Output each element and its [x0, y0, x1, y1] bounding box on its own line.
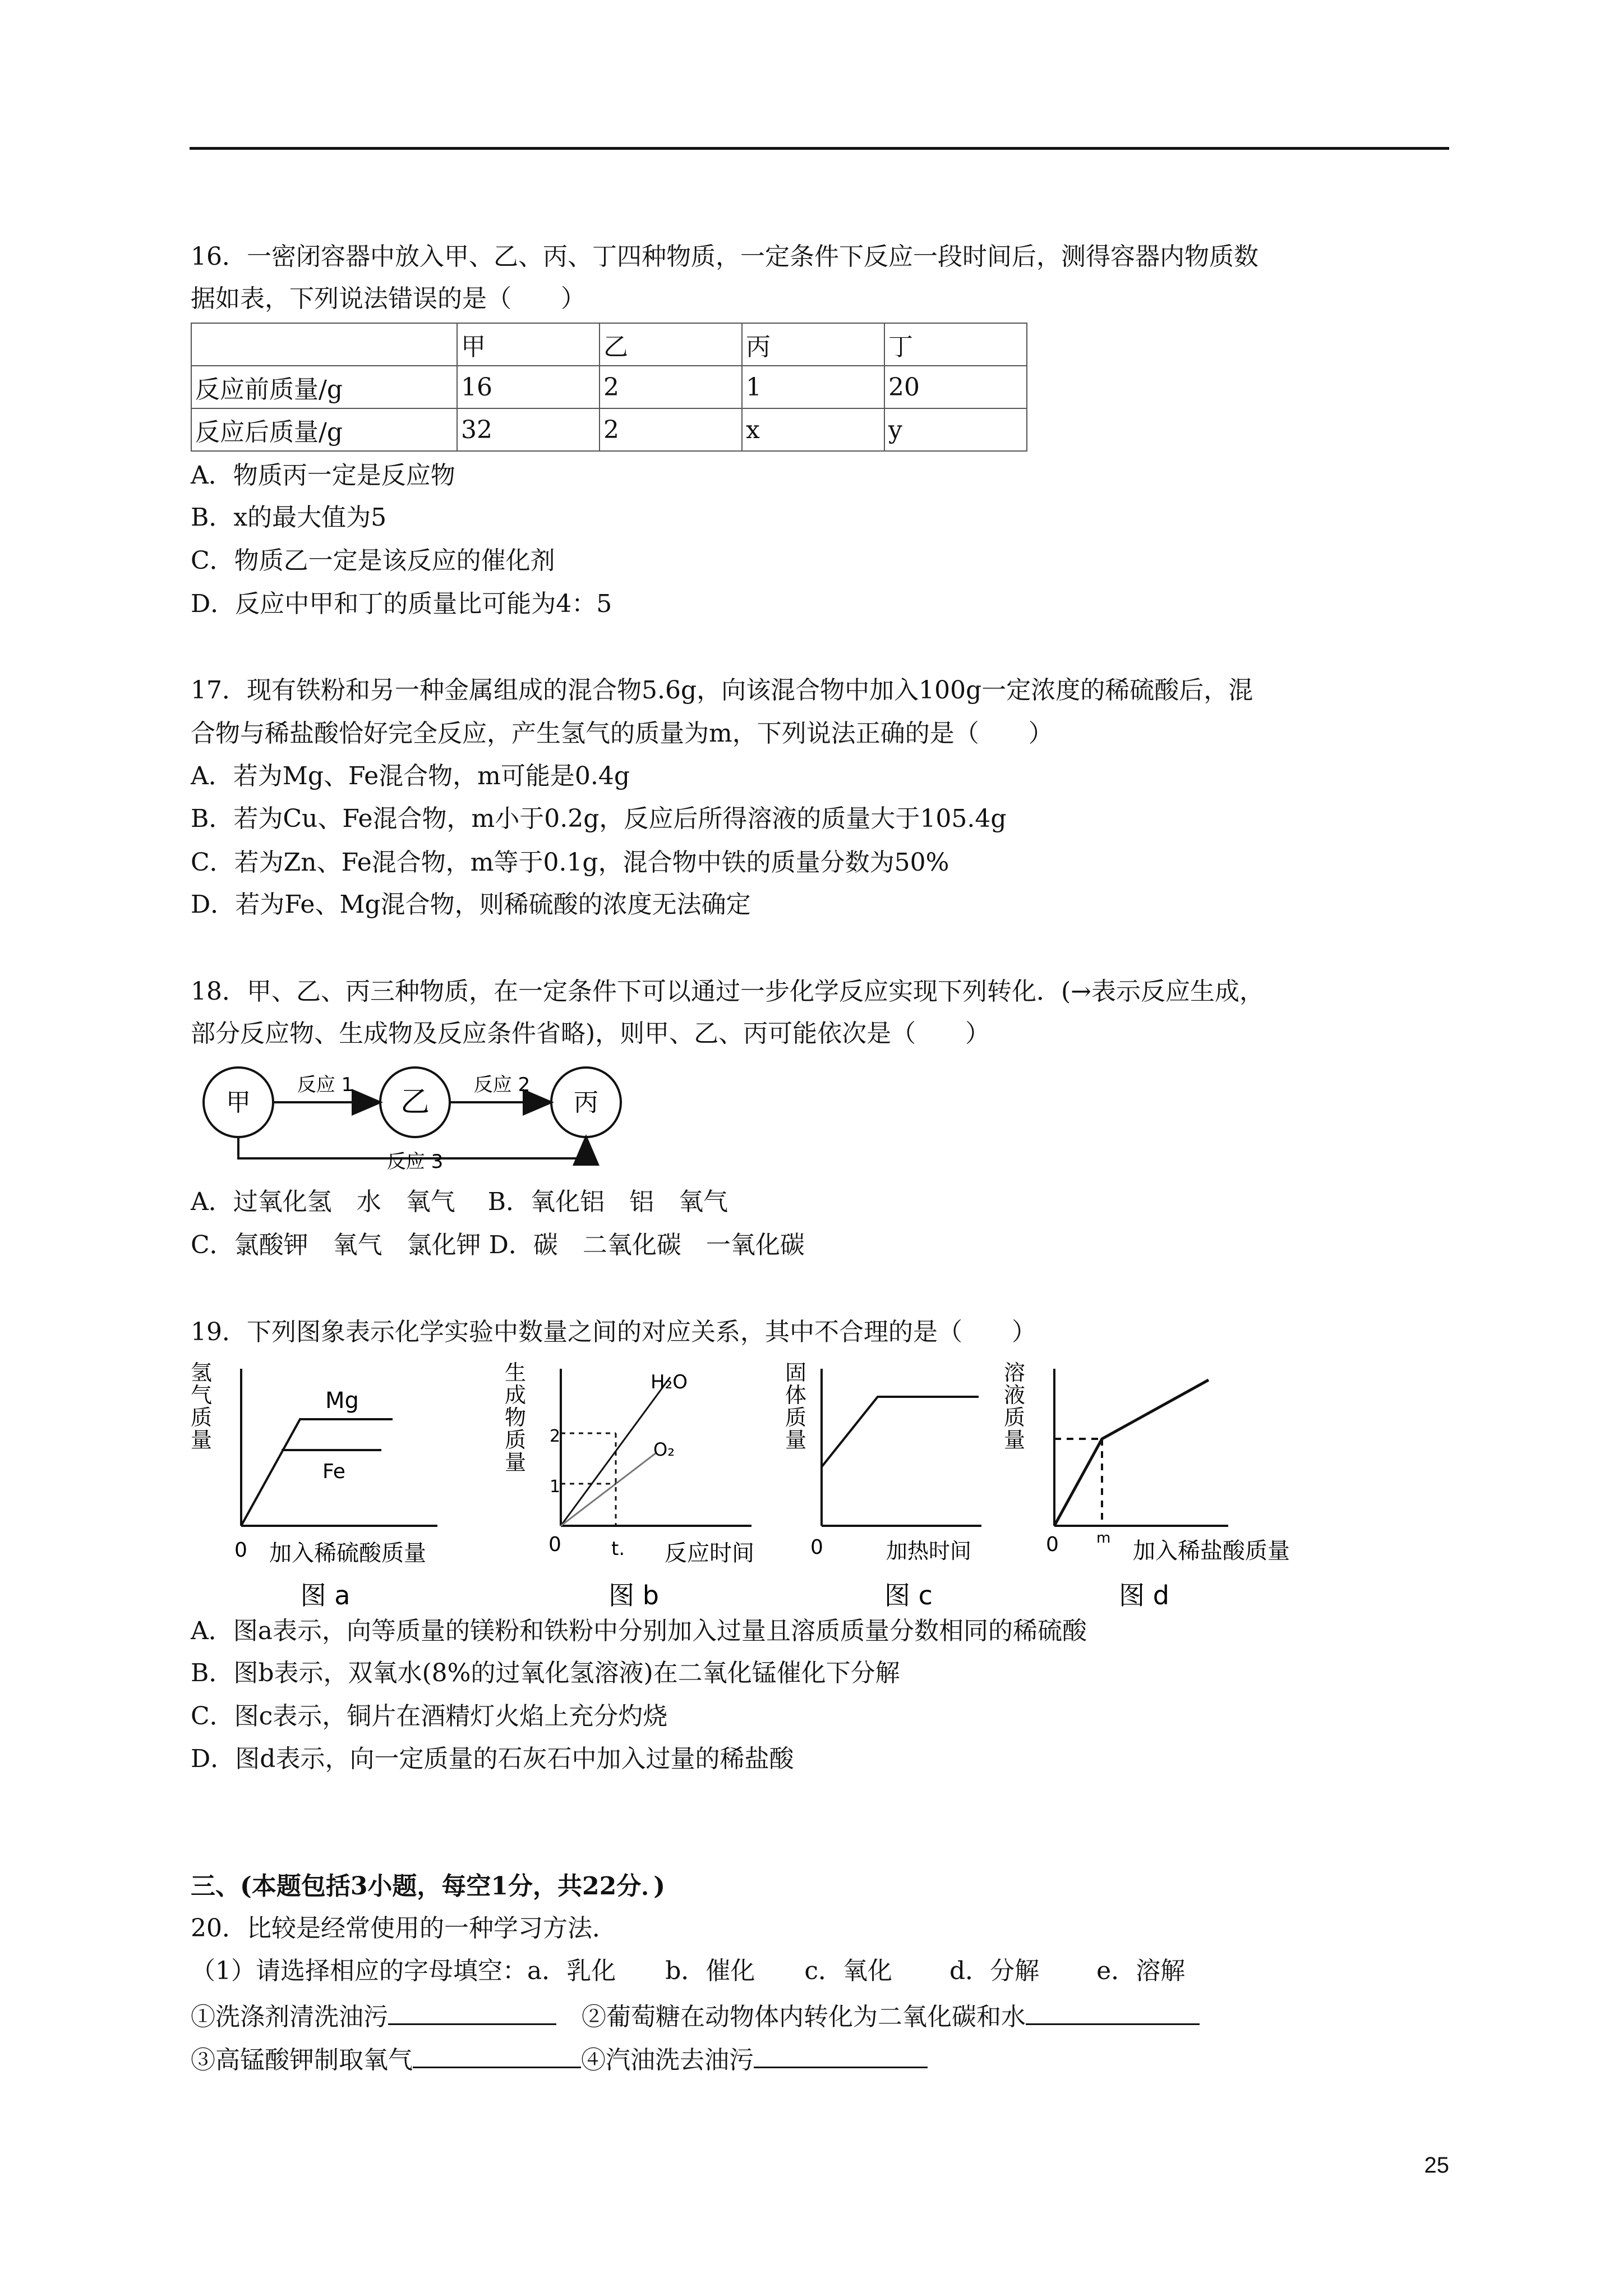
- node-c-label: 丙: [574, 1088, 598, 1117]
- q17-stem-line-2: 合物与稀盐酸恰好完全反应，产生氢气的质量为m，下列说法正确的是（ ）: [191, 719, 1053, 748]
- q16-option-c: C．物质乙一定是该反应的催化剂: [191, 546, 555, 575]
- graph-c-ylabel: 固体质量: [785, 1360, 807, 1452]
- table-cell: 32: [457, 408, 600, 451]
- q19-option-a: A．图a表示，向等质量的镁粉和铁粉中分别加入过量且溶质质量分数相同的稀硫酸: [191, 1617, 1087, 1645]
- origin-label: 0: [1046, 1533, 1059, 1556]
- q16-data-table: [191, 323, 1027, 452]
- graph-c-caption: 图 c: [884, 1580, 933, 1611]
- series-line: [822, 1397, 979, 1467]
- page-number: 25: [1424, 2153, 1449, 2178]
- table-cell: 反应后质量/g: [191, 408, 457, 451]
- graph-d-ylabel: 溶液质量: [1004, 1360, 1026, 1452]
- tick-y1-label: 1: [550, 1477, 561, 1497]
- table-cell: 乙: [600, 323, 742, 366]
- table-cell: 丁: [884, 323, 1027, 366]
- tick-x-label: t.: [611, 1538, 625, 1560]
- table-cell: 丙: [742, 323, 884, 366]
- q17-option-d: D．若为Fe、Mg混合物，则稀硫酸的浓度无法确定: [191, 890, 751, 919]
- series-fe-label: Fe: [322, 1460, 345, 1483]
- q18-conversion-diagram: [191, 1060, 639, 1172]
- series-mg-line: [241, 1419, 393, 1526]
- table-header-row: [191, 323, 1027, 366]
- answer-blank-1[interactable]: [388, 1999, 556, 2025]
- tick-x-label: m: [1096, 1530, 1111, 1547]
- answer-blank-4[interactable]: [754, 2042, 928, 2068]
- graph-b: [505, 1358, 796, 1621]
- table-row: [191, 366, 1027, 408]
- table-cell: x: [742, 408, 884, 451]
- series-mg-label: Mg: [325, 1388, 359, 1414]
- q20-blank-row-1: [191, 1999, 1200, 2033]
- q17-option-c: C．若为Zn、Fe混合物，m等于0.1g，混合物中铁的质量分数为50%: [191, 848, 949, 877]
- table-cell: 20: [884, 366, 1027, 408]
- graph-a-xlabel: 加入稀硫酸质量: [269, 1540, 426, 1566]
- answer-blank-3[interactable]: [413, 2042, 581, 2068]
- q19-option-d: D．图d表示，向一定质量的石灰石中加入过量的稀盐酸: [191, 1745, 794, 1773]
- table-cell: 2: [600, 366, 742, 408]
- q18-options-row-1: A．过氧化氢 水 氧气 B．氧化铝 铝 氧气: [191, 1188, 728, 1216]
- graph-d-caption: 图 d: [1119, 1580, 1169, 1611]
- blank-1-label: ①洗涤剂清洗油污: [191, 2003, 388, 2031]
- table-cell: 1: [742, 366, 884, 408]
- graph-b-caption: 图 b: [608, 1580, 659, 1611]
- q20-sub-1: （1）请选择相应的字母填空：a．乳化 b．催化 c．氧化 d．分解 e．溶解: [191, 1957, 1186, 1985]
- q18-stem-line-2: 部分反应物、生成物及反应条件省略)，则甲、乙、丙可能依次是（ ）: [191, 1019, 990, 1048]
- blank-3-label: ③高锰酸钾制取氧气: [191, 2046, 413, 2074]
- graph-a-caption: 图 a: [300, 1580, 351, 1611]
- origin-label: 0: [234, 1539, 247, 1562]
- q17-option-a: A．若为Mg、Fe混合物，m可能是0.4g: [191, 762, 630, 790]
- q16-stem-line-2: 据如表，下列说法错误的是（ ）: [191, 284, 585, 313]
- graph-b-xlabel: 反应时间: [665, 1540, 754, 1566]
- node-b-label: 乙: [400, 1085, 430, 1119]
- table-cell: [191, 323, 457, 366]
- arrow-1-label: 反应 1: [297, 1074, 354, 1096]
- table-row: [191, 408, 1027, 451]
- graph-b-ylabel: 生成物质量: [505, 1360, 527, 1475]
- q19-option-b: B．图b表示，双氧水(8%的过氧化氢溶液)在二氧化锰催化下分解: [191, 1659, 900, 1687]
- table-cell: 2: [600, 408, 742, 451]
- q16-option-a: A．物质丙一定是反应物: [191, 461, 455, 490]
- table-cell: y: [884, 408, 1027, 451]
- graph-c-xlabel: 加热时间: [886, 1539, 972, 1563]
- q18-options-row-2: C．氯酸钾 氧气 氯化钾 D．碳 二氧化碳 一氧化碳: [191, 1231, 805, 1259]
- graph-a: [191, 1358, 471, 1621]
- graph-d: [1004, 1358, 1340, 1621]
- blank-4-label: ④汽油洗去油污: [581, 2046, 754, 2074]
- graph-c: [785, 1358, 1021, 1621]
- q18-stem-line-1: 18．甲、乙、丙三种物质，在一定条件下可以通过一步化学反应实现下列转化．(→表示反应生成，: [191, 977, 1265, 1006]
- series-h2o-label: H₂O: [651, 1371, 688, 1393]
- header-rule: [190, 147, 1449, 150]
- arrow-2-label: 反应 2: [473, 1074, 531, 1096]
- q16-option-d: D．反应中甲和丁的质量比可能为4：5: [191, 590, 612, 618]
- q17-stem-line-1: 17．现有铁粉和另一种金属组成的混合物5.6g，向该混合物中加入100g一定浓度的稀硫酸后，混: [191, 676, 1253, 705]
- answer-blank-2[interactable]: [1026, 1999, 1200, 2025]
- series-o2-line: [561, 1453, 656, 1526]
- q19-option-c: C．图c表示，铜片在酒精灯火焰上充分灼烧: [191, 1702, 668, 1731]
- q20-stem: 20．比较是经常使用的一种学习方法．: [191, 1914, 617, 1943]
- table-cell: 甲: [457, 323, 600, 366]
- origin-label: 0: [810, 1536, 823, 1559]
- q16-stem-line-1: 16．一密闭容器中放入甲、乙、丙、丁四种物质，一定条件下反应一段时间后，测得容器内物质数: [191, 242, 1258, 271]
- q19-stem: 19．下列图象表示化学实验中数量之间的对应关系，其中不合理的是（ ）: [191, 1318, 1036, 1346]
- origin-label: 0: [548, 1533, 561, 1556]
- section-3-title: 三、(本题包括3小题，每空1分，共22分．): [191, 1872, 666, 1901]
- series-o2-label: O₂: [653, 1439, 675, 1460]
- tick-y2-label: 2: [550, 1427, 561, 1446]
- q17-option-b: B．若为Cu、Fe混合物，m小于0.2g，反应后所得溶液的质量大于105.4g: [191, 804, 1007, 833]
- blank-2-label: ②葡萄糖在动物体内转化为二氧化碳和水: [582, 2003, 1026, 2031]
- arrow-3-label: 反应 3: [386, 1151, 444, 1172]
- table-cell: 反应前质量/g: [191, 366, 457, 408]
- graph-d-xlabel: 加入稀盐酸质量: [1133, 1538, 1290, 1564]
- series-line: [1054, 1380, 1209, 1526]
- table-cell: 16: [457, 366, 600, 408]
- q16-option-b: B．x的最大值为5: [191, 503, 387, 532]
- q20-blank-row-2: [191, 2042, 928, 2076]
- node-a-label: 甲: [226, 1088, 251, 1117]
- graph-a-ylabel: 氢气质量: [191, 1360, 213, 1452]
